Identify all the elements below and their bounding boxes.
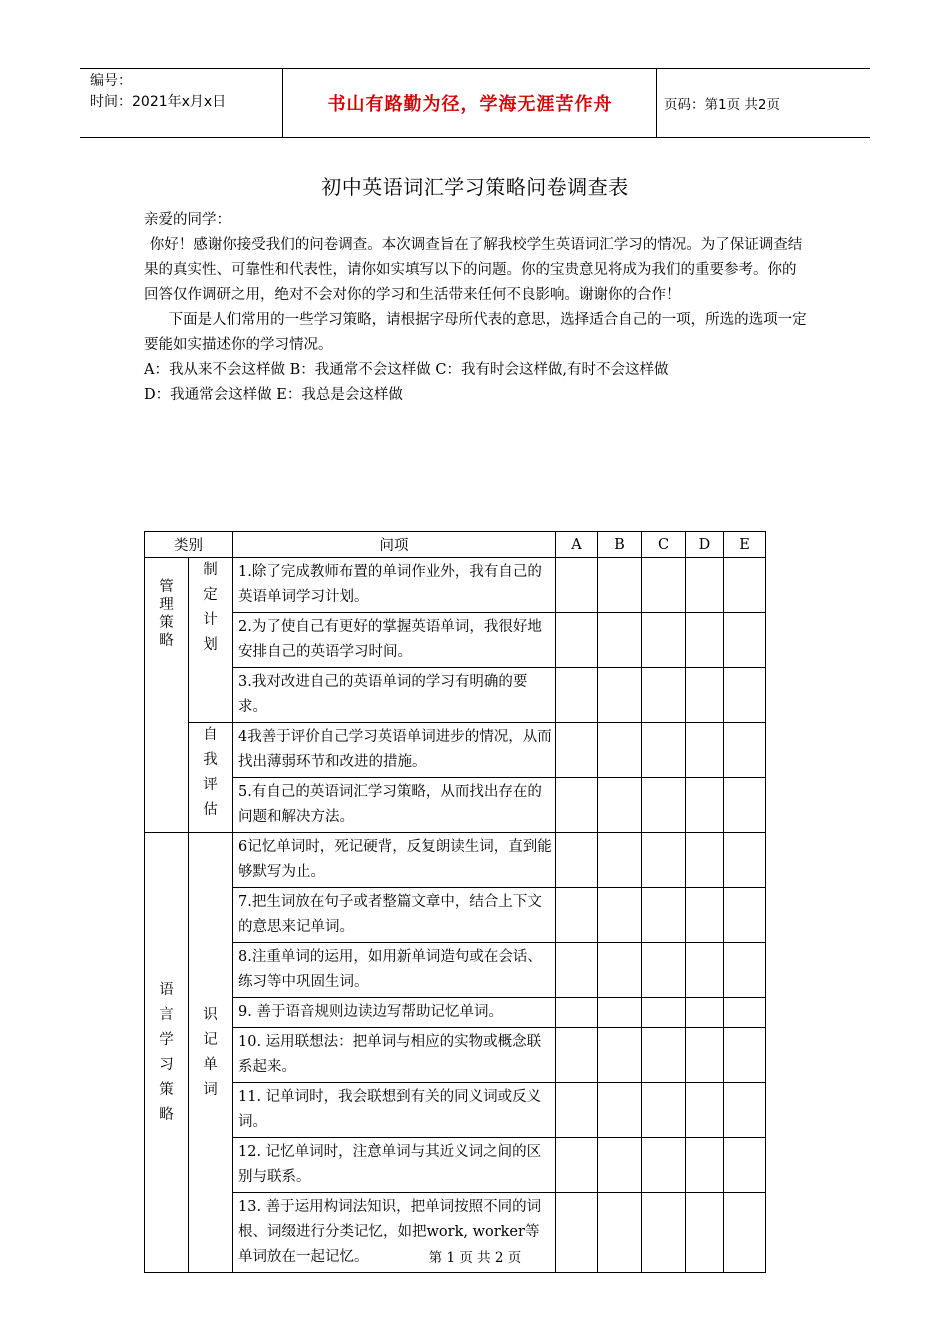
answer-cell-d[interactable] xyxy=(686,558,724,613)
answer-cell-c[interactable] xyxy=(642,833,686,888)
table-row xyxy=(145,668,766,723)
answer-cell-b[interactable] xyxy=(598,888,642,943)
question-text: 9. 善于语音规则边读边写帮助记忆单词。 xyxy=(233,998,556,1028)
document-number-label: 编号： xyxy=(90,73,132,89)
intro-instructions: 下面是人们常用的一些学习策略，请根据字母所代表的意思，选择适合自己的一项，所选的选项一定要能如实描述你的学习情况。 xyxy=(144,312,807,353)
intro-paragraph: 你好！感谢你接受我们的问卷调查。本次调查旨在了解我校学生英语词汇学习的情况。为了保证调查结果的真实性、可靠性和代表性，请你如实填写以下的问题。你的宝贵意见将成为我们的重要参考。你的回答仅作调研之用，绝对不会对你的学习和生活带来任何不良影响。谢谢你的合作！ xyxy=(144,237,803,303)
answer-cell-b[interactable] xyxy=(598,1028,642,1083)
subcategory-planning: 制定计划 xyxy=(189,558,233,723)
answer-options-line: D：我通常会这样做 E：我总是会这样做 xyxy=(144,387,403,403)
answer-cell-b[interactable] xyxy=(598,778,642,833)
answer-cell-e[interactable] xyxy=(724,943,766,998)
subcategory-memorizing-words: 识记单词 xyxy=(189,833,233,1273)
answer-cell-c[interactable] xyxy=(642,1138,686,1193)
answer-cell-d[interactable] xyxy=(686,833,724,888)
table-row xyxy=(145,888,766,943)
header-option-b: B xyxy=(598,532,642,558)
header-meta xyxy=(90,71,226,113)
category-language-learning: 语言学习策略 xyxy=(145,833,189,1273)
question-text: 13. 善于运用构词法知识，把单词按照不同的词根、词缀进行分类记忆，如把work, worker等单词放在一起记忆。 xyxy=(233,1193,556,1273)
answer-cell-c[interactable] xyxy=(642,613,686,668)
table-row xyxy=(145,613,766,668)
answer-cell-d[interactable] xyxy=(686,1028,724,1083)
answer-cell-a[interactable] xyxy=(556,778,598,833)
answer-cell-b[interactable] xyxy=(598,998,642,1028)
answer-cell-d[interactable] xyxy=(686,998,724,1028)
header-motto: 书山有路勤为径，学海无涯苦作舟 xyxy=(327,94,613,115)
question-text: 2.为了使自己有更好的掌握英语单词，我很好地安排自己的英语学习时间。 xyxy=(233,613,556,668)
answer-cell-e[interactable] xyxy=(724,888,766,943)
question-text: 12. 记忆单词时，注意单词与其近义词之间的区别与联系。 xyxy=(233,1138,556,1193)
answer-cell-e[interactable] xyxy=(724,668,766,723)
answer-cell-e[interactable] xyxy=(724,1028,766,1083)
answer-cell-a[interactable] xyxy=(556,723,598,778)
survey-table xyxy=(144,531,766,1273)
page-title: 初中英语词汇学习策略问卷调查表 xyxy=(321,175,629,199)
header-option-d: D xyxy=(686,532,724,558)
question-text: 11. 记单词时，我会联想到有关的同义词或反义词。 xyxy=(233,1083,556,1138)
answer-cell-a[interactable] xyxy=(556,998,598,1028)
answer-cell-b[interactable] xyxy=(598,1138,642,1193)
answer-cell-a[interactable] xyxy=(556,943,598,998)
table-row xyxy=(145,723,766,778)
answer-cell-a[interactable] xyxy=(556,668,598,723)
question-text: 5.有自己的英语词汇学习策略，从而找出存在的问题和解决方法。 xyxy=(233,778,556,833)
question-text: 10. 运用联想法：把单词与相应的实物或概念联系起来。 xyxy=(233,1028,556,1083)
table-row xyxy=(145,1138,766,1193)
answer-cell-e[interactable] xyxy=(724,998,766,1028)
header-page-info: 页码：第1页 共2页 xyxy=(664,97,780,113)
table-row xyxy=(145,1028,766,1083)
answer-cell-a[interactable] xyxy=(556,1083,598,1138)
header-option-a: A xyxy=(556,532,598,558)
question-text: 7.把生词放在句子或者整篇文章中，结合上下文的意思来记单词。 xyxy=(233,888,556,943)
question-text: 4我善于评价自己学习英语单词进步的情况，从而找出薄弱环节和改进的措施。 xyxy=(233,723,556,778)
answer-options-line: A：我从来不会这样做 B：我通常不会这样做 C：我有时会这样做,有时不会这样做 xyxy=(144,362,669,378)
answer-cell-c[interactable] xyxy=(642,1083,686,1138)
table-row xyxy=(145,778,766,833)
answer-cell-e[interactable] xyxy=(724,833,766,888)
answer-cell-c[interactable] xyxy=(642,998,686,1028)
answer-cell-a[interactable] xyxy=(556,558,598,613)
answer-cell-b[interactable] xyxy=(598,668,642,723)
answer-cell-b[interactable] xyxy=(598,833,642,888)
answer-cell-c[interactable] xyxy=(642,778,686,833)
table-header-row xyxy=(145,532,766,558)
answer-cell-b[interactable] xyxy=(598,1083,642,1138)
answer-cell-d[interactable] xyxy=(686,943,724,998)
answer-cell-d[interactable] xyxy=(686,723,724,778)
table-row xyxy=(145,1083,766,1138)
question-text: 1.除了完成教师布置的单词作业外，我有自己的英语单词学习计划。 xyxy=(233,558,556,613)
answer-cell-e[interactable] xyxy=(724,723,766,778)
question-text: 3.我对改进自己的英语单词的学习有明确的要求。 xyxy=(233,668,556,723)
document-header xyxy=(80,68,870,138)
answer-cell-c[interactable] xyxy=(642,668,686,723)
answer-cell-d[interactable] xyxy=(686,613,724,668)
answer-cell-c[interactable] xyxy=(642,1028,686,1083)
question-text: 6记忆单词时，死记硬背，反复朗读生词，直到能够默写为止。 xyxy=(233,833,556,888)
answer-cell-d[interactable] xyxy=(686,1138,724,1193)
answer-cell-e[interactable] xyxy=(724,558,766,613)
answer-cell-b[interactable] xyxy=(598,723,642,778)
answer-cell-d[interactable] xyxy=(686,778,724,833)
header-category: 类别 xyxy=(145,532,233,558)
question-text: 8.注重单词的运用，如用新单词造句或在会话、练习等中巩固生词。 xyxy=(233,943,556,998)
document-date: 时间：2021年x月x日 xyxy=(90,94,227,110)
answer-cell-b[interactable] xyxy=(598,613,642,668)
answer-cell-b[interactable] xyxy=(598,943,642,998)
header-option-e: E xyxy=(724,532,766,558)
answer-cell-d[interactable] xyxy=(686,668,724,723)
answer-cell-c[interactable] xyxy=(642,558,686,613)
answer-cell-c[interactable] xyxy=(642,943,686,998)
answer-cell-c[interactable] xyxy=(642,723,686,778)
table-row xyxy=(145,943,766,998)
answer-cell-e[interactable] xyxy=(724,778,766,833)
table-row xyxy=(145,558,766,613)
answer-cell-a[interactable] xyxy=(556,833,598,888)
answer-cell-a[interactable] xyxy=(556,888,598,943)
header-divider xyxy=(282,69,283,137)
answer-cell-a[interactable] xyxy=(556,1028,598,1083)
subcategory-self-evaluation: 自我评估 xyxy=(189,723,233,833)
answer-cell-e[interactable] xyxy=(724,613,766,668)
header-option-c: C xyxy=(642,532,686,558)
page-footer: 第 1 页 共 2 页 xyxy=(428,1250,522,1266)
header-divider xyxy=(656,69,657,137)
answer-cell-a[interactable] xyxy=(556,1138,598,1193)
answer-cell-a[interactable] xyxy=(556,613,598,668)
category-management: 管理策略 xyxy=(145,558,189,833)
table-row xyxy=(145,998,766,1028)
answer-cell-e[interactable] xyxy=(724,1083,766,1138)
answer-cell-c[interactable] xyxy=(642,888,686,943)
answer-cell-b[interactable] xyxy=(598,558,642,613)
answer-cell-d[interactable] xyxy=(686,1083,724,1138)
answer-cell-d[interactable] xyxy=(686,888,724,943)
intro-greeting: 亲爱的同学： xyxy=(144,212,231,228)
answer-cell-e[interactable] xyxy=(724,1138,766,1193)
intro-text xyxy=(144,208,808,408)
table-row xyxy=(145,833,766,888)
header-question: 问项 xyxy=(233,532,556,558)
